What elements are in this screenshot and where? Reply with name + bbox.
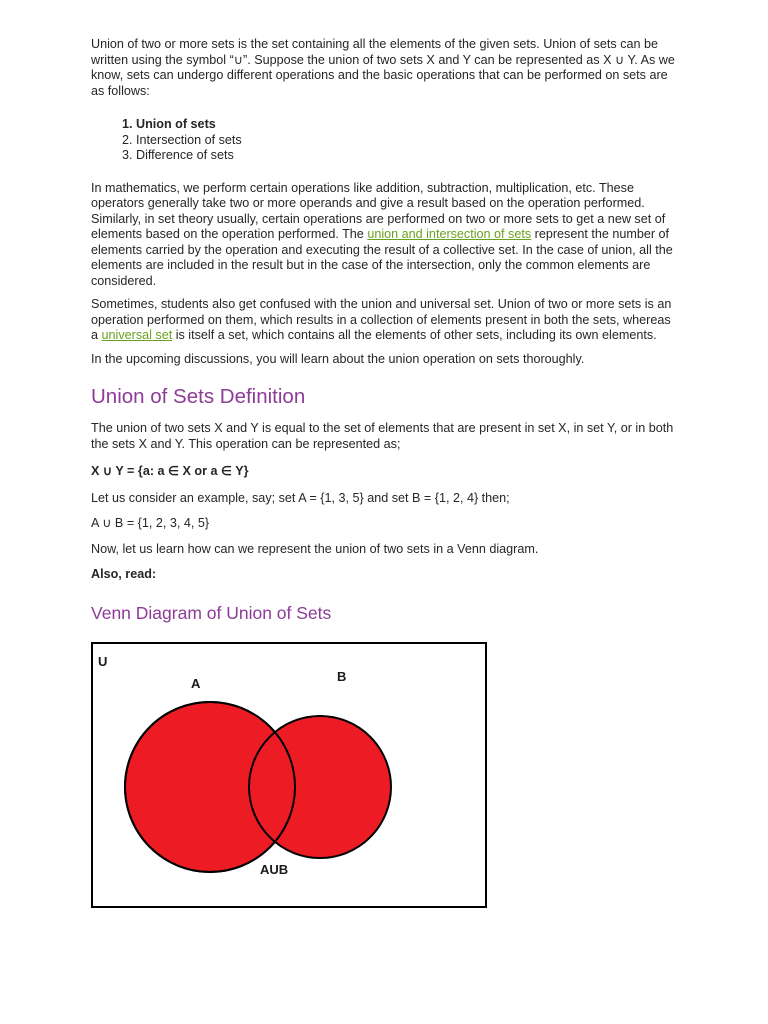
operations-paragraph-start: In mathematics, we perform certain operations like addition, subtraction, multiplication, etc. These operators generally take two or more operands and give a result based on the operation performed. Similarly, in set theory usually, certain operations are performed on two or more sets to get a new set of elements based on the operation performed. The: [91, 180, 666, 241]
universal-paragraph-end: is itself a set, which contains all the elements of other sets, including its own elements.: [172, 328, 657, 342]
also-read-label: Also, read:: [91, 567, 157, 581]
venn-heading: Venn Diagram of Union of Sets: [91, 602, 332, 623]
set-b-label: B: [337, 669, 347, 684]
universal-set-link[interactable]: universal set: [101, 328, 173, 342]
set-b-circle: [249, 716, 391, 858]
set-a-label: A: [191, 676, 201, 691]
universal-set-paragraph: [91, 297, 678, 344]
operations-list: [91, 117, 678, 164]
example-text: Let us consider an example, say; set A = {1, 3, 5} and set B = {1, 2, 4} then;: [91, 490, 510, 505]
example-result: A ∪ B = {1, 2, 3, 4, 5}: [91, 516, 210, 530]
article-body: [91, 37, 678, 623]
operation-item-difference: 3. Difference of sets: [136, 148, 678, 164]
definition-heading: Union of Sets Definition: [91, 385, 306, 408]
intro-paragraph: Union of two or more sets is the set containing all the elements of the given sets. Union of sets can be written using the symbol “∪”. Suppose the union of two sets X and Y can be represented as X ∪ Y. As we know, sets can undergo different operations and the basic operations that can be performed on sets are as follows:: [91, 37, 675, 98]
venn-svg: [93, 644, 485, 906]
universal-paragraph-start: Sometimes, students also get confused with the union and universal set. Union of two or more sets is an operation performed on them, which results in a collection of elements present in both the sets, whereas a: [91, 297, 672, 342]
upcoming-paragraph: In the upcoming discussions, you will learn about the union operation on sets thoroughly.: [91, 351, 585, 366]
operations-paragraph-end: represent the number of elements carried by the operation and executing the result of a collective set. In the case of union, all the elements are included in the result but in the case of the intersection, only the common elements are considered.: [91, 227, 673, 288]
union-formula: X ∪ Y = {a: a ∈ X or a ∈ Y}: [91, 464, 249, 478]
universe-label: U: [98, 654, 108, 669]
union-label: AUB: [260, 862, 289, 877]
operation-item-intersection: 2. Intersection of sets: [136, 133, 678, 149]
venn-intro-text: Now, let us learn how can we represent the union of two sets in a Venn diagram.: [91, 541, 539, 556]
operation-item-union: 1. Union of sets: [136, 117, 678, 133]
definition-text: The union of two sets X and Y is equal to the set of elements that are present in set X, in set Y, or in both the sets X and Y. This operation can be represented as;: [91, 421, 674, 451]
venn-diagram: [91, 642, 487, 908]
operations-paragraph: [91, 181, 678, 290]
union-intersection-link[interactable]: union and intersection of sets: [367, 227, 532, 241]
